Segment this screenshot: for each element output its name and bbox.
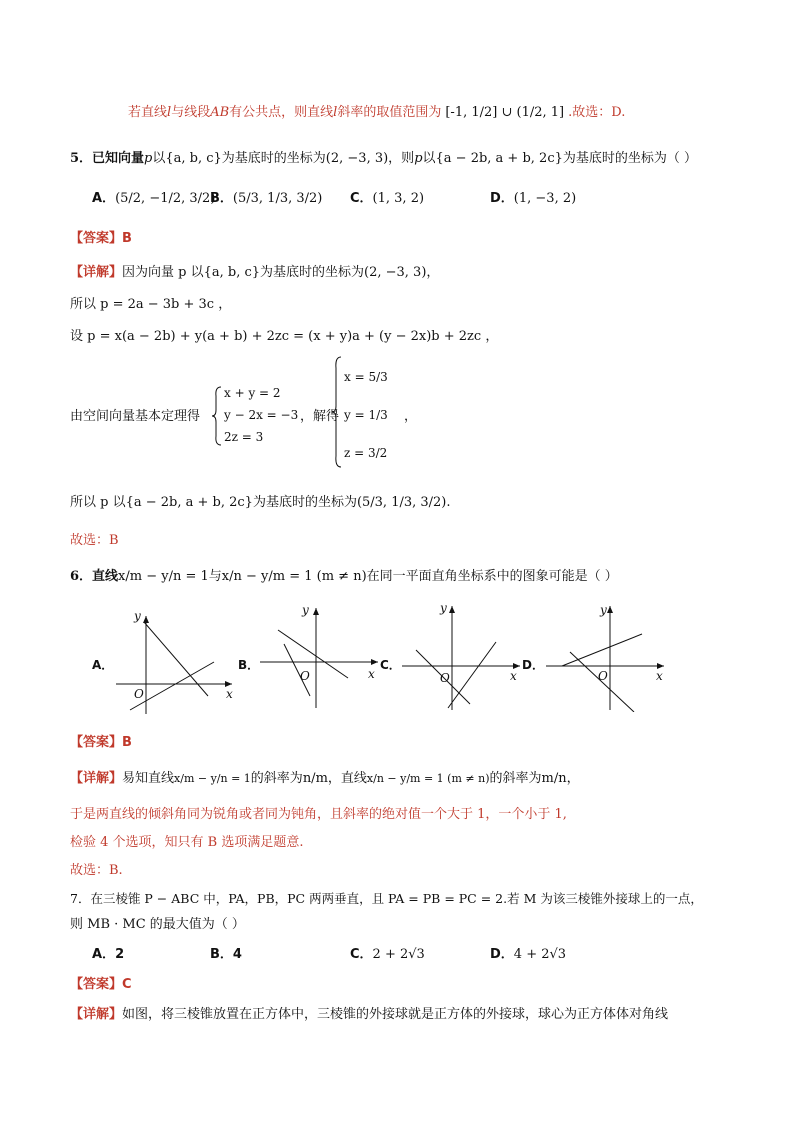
x-axis-label: x [368, 667, 375, 681]
q5-solution-y [344, 406, 388, 424]
q7-detail-1 [70, 1006, 668, 1024]
q6-answer [70, 734, 132, 752]
answer-value: C [122, 977, 132, 992]
q5-solution-z [344, 444, 387, 462]
option-label: B． [210, 191, 233, 206]
q5-option-b[interactable] [210, 190, 322, 208]
q5-detail-5 [70, 494, 451, 512]
detail-text: 于是两直线的倾斜角同为锐角或者同为钝角，且斜率的绝对值一个大于 1，一个小于 1, [70, 807, 567, 822]
q7-option-c[interactable] [350, 946, 425, 964]
detail-text: 检验 4 个选项，知只有 B 选项满足题意. [70, 835, 304, 850]
q4-conclusion-line [128, 104, 625, 122]
q6-graph-a[interactable] [110, 606, 240, 718]
q5-stem-c: 以{a − 2b, a + b, 2c}为基底时的坐标为（ ） [422, 151, 698, 166]
q7-stem-2 [70, 916, 245, 934]
detail-text: 设 p = x(a − 2b) + y(a + b) + 2zc = (x + y)a + (y − 2x)b + 2zc ， [70, 329, 499, 344]
q6-graph-c-label[interactable]: C． [380, 658, 401, 672]
answer-value: B [122, 735, 132, 750]
detail-text: 如图，将三棱锥放置在正方体中，三棱锥的外接球就是正方体的外接球，球心为正方体体对角线 [122, 1007, 669, 1022]
q5-vec-p: p [414, 151, 423, 166]
left-brace-icon [212, 386, 222, 446]
detail-text: ，直线 [327, 771, 367, 786]
q7-answer [70, 976, 132, 994]
option-value: (1, −3, 2) [513, 191, 577, 206]
detail-text: 因为向量 p 以{a, b, c}为基底时的坐标为(2, −3, 3)， [122, 265, 440, 280]
option-label: A． [92, 191, 116, 206]
q5-detail-3 [70, 328, 498, 346]
origin-label: O [300, 669, 310, 683]
detail-text: 所以 p 以{a − 2b, a + b, 2c}为基底时的坐标为(5/3, 1/3, 3/2). [70, 495, 451, 510]
q6-detail-2 [70, 806, 567, 824]
equation: z = 3/2 [344, 446, 388, 460]
origin-label: O [440, 671, 450, 685]
y-axis-label: y [134, 609, 141, 623]
q7-stem-1 [70, 890, 703, 908]
detail-text: 易知直线 [122, 771, 175, 786]
q6-graph-a-label[interactable]: A． [92, 658, 114, 672]
q6-graph-d-label[interactable]: D． [522, 658, 544, 672]
q5-system-eq1 [224, 384, 281, 402]
q5-detail-1 [70, 264, 439, 282]
equation: y = 1/3 [344, 408, 388, 422]
x-axis-label: x [656, 669, 663, 683]
q6-stem-b: 与 [208, 569, 222, 584]
q5-detail-4 [70, 408, 200, 426]
conclusion-text: 故选：B. [70, 863, 123, 878]
q5-detail-2 [70, 296, 231, 314]
option-value: 4 + 2√3 [513, 947, 567, 962]
equation: y − 2x = −3 [224, 408, 299, 422]
detail-text: ， [404, 409, 418, 424]
q6-eq1: x/m − y/n = 1 [118, 569, 209, 584]
option-label: C． [350, 947, 373, 962]
q6-stem-a: 6．直线 [70, 569, 119, 584]
q6-stem [70, 568, 618, 586]
q7-option-a[interactable] [92, 946, 124, 964]
y-axis-label: y [302, 603, 309, 617]
q7-stem-text: 则 MB · MC 的最大值为（ ） [70, 917, 245, 932]
option-value: 2 [115, 947, 125, 962]
option-value: 4 [232, 947, 242, 962]
y-axis-label: y [600, 603, 607, 617]
q5-stem-b: 以{a, b, c}为基底时的坐标为(2, −3, 3)，则 [152, 151, 415, 166]
detail-tag: 【详解】 [70, 1007, 123, 1022]
detail-text: 所以 p = 2a − 3b + 3c ， [70, 297, 232, 312]
q5-stem [70, 150, 697, 168]
slope-1: n/m [302, 771, 328, 786]
answer-tag: 【答案】 [70, 977, 123, 992]
origin-label: O [134, 687, 144, 701]
q5-conclusion [70, 532, 119, 550]
q4-var-l: l [167, 105, 172, 120]
q6-detail-1 [70, 770, 580, 788]
q6-detail-3 [70, 834, 304, 852]
detail-text: 的斜率为 [250, 771, 303, 786]
q6-graph-c[interactable] [396, 600, 526, 712]
q5-stem-a: 5．已知向量 [70, 151, 145, 166]
left-brace-icon [332, 356, 342, 468]
q4-range: [-1, 1/2] ∪ (1/2, 1] [445, 105, 565, 120]
slope-2: m/n [541, 771, 567, 786]
origin-label: O [598, 669, 608, 683]
q6-eq2: x/n − y/m = 1 (m ≠ n) [366, 772, 490, 785]
option-label: B． [210, 947, 233, 962]
q4-conclusion: .故选：D. [568, 105, 626, 120]
conclusion-text: 故选：B [70, 533, 119, 548]
q6-conclusion [70, 862, 123, 880]
q4-text: 与线段 [171, 105, 211, 120]
option-value: (5/3, 1/3, 3/2) [232, 191, 323, 206]
q6-graph-d[interactable] [540, 600, 670, 712]
q6-graph-b[interactable] [254, 600, 384, 712]
option-label: A． [92, 947, 116, 962]
q4-var-l: l [333, 105, 338, 120]
detail-text: ，解得 [300, 409, 340, 424]
q7-option-d[interactable] [490, 946, 566, 964]
equation: 2z = 3 [224, 430, 264, 444]
option-label: D． [490, 191, 514, 206]
equation: x = 5/3 [344, 370, 388, 384]
q6-eq1: x/m − y/n = 1 [174, 772, 251, 785]
detail-text: 的斜率为 [489, 771, 542, 786]
answer-tag: 【答案】 [70, 231, 123, 246]
option-value: (5/2, −1/2, 3/2) [115, 191, 216, 206]
q6-stem-c: 在同一平面直角坐标系中的图象可能是（ ） [366, 569, 618, 584]
option-value: 2 + 2√3 [372, 947, 425, 962]
x-axis-label: x [226, 687, 233, 701]
q6-graph-b-label[interactable]: B． [238, 658, 260, 672]
q4-var-ab: AB [210, 105, 230, 120]
option-label: D． [490, 947, 514, 962]
q5-solution-x [344, 368, 388, 386]
q7-stem-text: 7．在三棱锥 P − ABC 中，PA，PB，PC 两两垂直，且 PA = PB = PC = 2.若 M 为该三棱锥外接球上的一点， [70, 891, 703, 906]
option-label: C． [350, 191, 373, 206]
y-axis-label: y [440, 601, 447, 615]
detail-text: 由空间向量基本定理得 [70, 409, 201, 424]
q5-option-c[interactable] [350, 190, 424, 208]
q5-vec-p: p [144, 151, 153, 166]
answer-tag: 【答案】 [70, 735, 123, 750]
q5-option-d[interactable] [490, 190, 576, 208]
q5-option-a[interactable] [92, 190, 215, 208]
option-value: (1, 3, 2) [372, 191, 425, 206]
q6-eq2: x/n − y/m = 1 (m ≠ n) [221, 569, 367, 584]
q7-option-b[interactable] [210, 946, 242, 964]
q5-detail-4c [404, 408, 417, 426]
q5-answer [70, 230, 132, 248]
answer-value: B [122, 231, 132, 246]
q5-system-eq3 [224, 428, 263, 446]
q4-text: 若直线 [128, 105, 168, 120]
q5-system-eq2 [224, 406, 298, 424]
q4-text: 斜率的取值范围为 [337, 105, 442, 120]
equation: x + y = 2 [224, 386, 281, 400]
q4-text: 有公共点，则直线 [229, 105, 334, 120]
detail-tag: 【详解】 [70, 771, 123, 786]
detail-tag: 【详解】 [70, 265, 123, 280]
x-axis-label: x [510, 669, 517, 683]
detail-text: ， [566, 771, 580, 786]
